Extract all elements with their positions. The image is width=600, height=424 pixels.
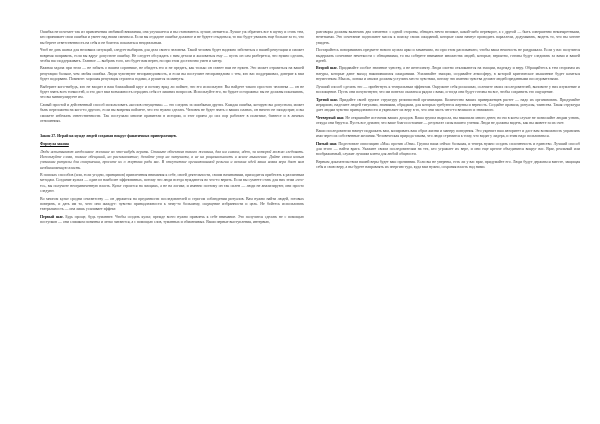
paragraph: Выберите кого-нибудь, кто не входит в ваш ближайший круг и потому вряд ли поймет, что его используют. Вы найдете такого простого человека — он не будет знать всех тонкостей, и это даст вам возможность оградить себя от лишних вопросов. Используйте его, но будьте осторожны: вы не должны показывать, что вы манипулируете им. — [40, 84, 304, 100]
step-label: Первый шаг. — [40, 214, 64, 219]
step-third — [316, 98, 580, 114]
paragraph: Верным доказательством вашей веры будет ваш противник. Если вы не уверены, есть ли у вас враг, придумайте его. Люди будут держаться вместе, защищая себя и свою веру, а вы будете направлять их энергию туда, куда вам нужно, сохраняя власть над ними. — [316, 159, 580, 170]
paragraph: Лучший способ сделать это — прибегнуть к театральным эффектам. Окружите себя роскошью, ослепите своих последователей, вызовите у них изумление и восхищение. Пусть они почувствуют, что им повезло оказаться рядом с вами, и тогда они будут готовы на все, чтобы сохранить это ощущение. — [316, 84, 580, 94]
paragraph: Ваши последователи начнут подражать вам, копировать ваш образ жизни и манеру поведения. Это укрепит ваш авторитет и даст вам возможность управлять ими через их собственные желания. Человеческая природа такова, что люди стремятся к тому, что видят у лидера, и этим надо пользоваться. — [316, 128, 580, 138]
step-first — [40, 215, 304, 226]
right-column — [316, 30, 580, 384]
step-label: Второй шаг. — [316, 66, 338, 71]
paragraph: Чтоб не дать шанса для неловких ситуаций, следует выбирать для дела своего человека. Такой человек будет надежно заботиться о вашей репутации и сможет вовремя поправить, если вы вдруг допустите ошибку. Не следует обсуждать с ним детали и жаловаться ему — пусть он сам разберется, что нужно сделать, чтобы вас поддерживать. Главное — выбрать того, кто будет вам верен, но при этом достаточно умен и хитер. — [40, 48, 304, 63]
step-label: Четвертый шаг. — [316, 115, 345, 120]
paragraph: Постарайтесь поворачивать предмете нового культа ярко и заманчиво, но при этом расплывчато, чтобы ваша неясность не раздражала. Если у вас получится выдержать сочетание нечеткости с обещаниями, то вы соберете внимание множества людей, которые, вероятно, готовы будут следовать за вами и вашей идеей. — [316, 48, 580, 63]
law-title: Закон 27. Играй на нужде людей создавая вокруг фанатичных приверженцев. — [40, 134, 177, 139]
step-second — [316, 66, 580, 82]
paragraph: Самый простой и действенный способ использовать «козлов отпущения» — это следить за ошибками других. Каждая ошибка, которую вы допустили, может быть переложена на кого-то другого, если вы вовремя поймете, что это нужно сделать. Человек не будет знать о ваших планах, он ничего не заподозрит, и вы сможете избежать ответственности. Так поступали многие правители в истории, и этот прием до сих пор работает в политике, бизнесе и в личных отношениях. — [40, 102, 304, 123]
formula-title: Формула закона — [40, 141, 69, 146]
spacer — [40, 126, 304, 134]
step-label: Пятый шаг. — [316, 141, 338, 146]
formula-text: Люди испытывают неодолимое желание во что-нибудь верить. Станьте объектом такого желания, дав им символ, идею, за которой можно следовать. Используйте слова, полные обещаний, но расплывчатые; делайте упор на энтузиазм, а не на рациональность и ясное мышление. Дайте своим новым ученикам ритуалы для совершения, просите их о жертвах ради вас. В отсутствие организованной религии и великих идей ваша новая вера даст вам необыкновенную власть. — [40, 149, 304, 170]
step-text: Будь проще, будь туманнее. Чтобы создать культ, прежде всего нужно привлечь к себе внимание. Это получится сделать не с помощью поступков — они слишком понятны и легко читаются, а с помощью слов, туманных и обманчивых. Ваши первые выступления, интервью, — [40, 214, 304, 225]
step-text: Подготовьте оппозицию «Мы» против «Они». Группа ваша сейчас большая, и теперь нужно создать сплоченность и единство. Лучший способ для этого — найти врага. Укажите своим последователям на тех, кто угрожает их вере, и они еще крепче объединятся вокруг вас. Враг, реальный или воображаемый, служит лучшим клеем для любой общности. — [316, 141, 580, 157]
paragraph: Ошибка не исчезает так из привлечения любимой внимания, она улучшается и вы становитесь лучше, меняется. Лучше уж обратить все в шутку и стать тем, кто принимает свои ошибки и умеет над ними смеяться. Если вы отдадите ошибке должное и не будете стыдиться, то вас будут уважать еще больше за то, что вы берете ответственность на себя и не боитесь показаться неидеальным. — [40, 30, 304, 45]
step-fifth — [316, 142, 580, 158]
paragraph: Важная задача при этом — не забыть о вашем соратнике, не обидеть его и не предать, как только он станет вам не нужен. Это может отразиться на вашей репутации больше, чем любая ошибка. Люди чувствуют несправедливость, и если вы поступите несправедливо с тем, кто вас поддерживал, доверие к вам будет подорвано. Помните: хорошая репутация строится годами, а рушится за минуты. — [40, 66, 304, 82]
left-column — [40, 30, 304, 384]
paragraph: Во многом культ сродни сектантству — он держится на преданности последователей и строгом соблюдении ритуалов. Вам нужно найти людей, готовых поверить, и дать им то, чего они жаждут: чувство принадлежности к чему-то большему, ощущение избранности и цель. Не бойтесь использовать театральность — она лишь усиливает эффект. — [40, 196, 304, 212]
paragraph: В поисках способов (или, если угодно, принципов) привлечения внимания к себе, своей деятельности, своим начинаниям, приходится прибегать к различным методам. Создание культа — один из наиболее эффективных, потому что люди всегда нуждаются во что-то верить. Если вы сумеете стать для них этим «что-то», вы получите неограниченную власть. Культ строится на эмоциях, а не на логике, и именно поэтому он так силен — люди не анализируют, они просто следуют. — [40, 173, 304, 194]
step-text: Придайте своей группе структуру религиозной организации. Количество ваших приверженцев растет — надо их организовать. Придумайте иерархию, наделите людей титулами, званиями, обрядами, для которых требуются жертвы и верность. Создайте правила, ритуалы, таинства. Такая структура дает людям чувство принадлежности и укрепляет их веру в то, что они часть чего-то великого и значимого. — [316, 97, 580, 113]
step-text: Не открывайте источник ваших доходов. Ваша группа выросла, вы накопили много денег, но ни в коем случае не позволяйте людям узнать, откуда они берутся. Пусть все думают, что ваше благосостояние — результат силы вашего учения. Люди не должны видеть, как вы живете за их счет. — [316, 115, 580, 126]
paragraph: разговоры должны включать два элемента: с одной стороны, обещать нечто великое, какой-либо переворот, а с другой — быть совершенно неконкретными, нечеткими. Это сочетание подтолкнет массы к поиску своих ожиданий, которые сами начнут проводить параллели, додумывать, видеть то, что вы хотите увидеть. — [316, 30, 580, 45]
step-fourth — [316, 116, 580, 127]
step-label: Третий шаг. — [316, 97, 338, 102]
step-text: Придавайте особое значение чувству, а не интеллекту. Люди охотно откликаются на эмоции, надежду и веру. Обращайтесь к тем сторонам их натуры, которые дают выход накопившимся ожиданиям. Усиливайте эмоции, создавайте атмосферу, в которой критическое мышление будет казаться неуместным. Мысль, логика и анализ должны уступить место чувствам, потому что именно чувства делают людей преданными последователями. — [316, 66, 580, 82]
